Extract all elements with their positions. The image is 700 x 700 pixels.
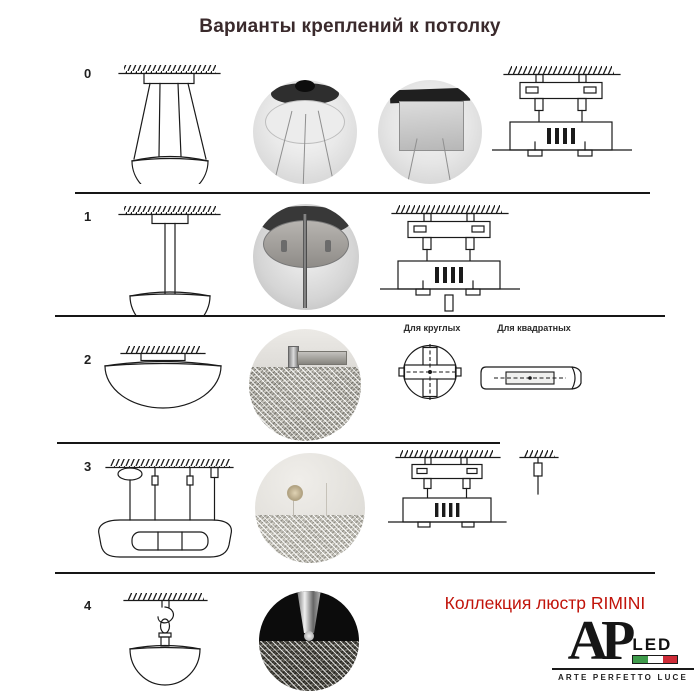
round-crossbar-top-view-drawing (398, 342, 462, 406)
crystal-texture (249, 367, 361, 441)
rod (303, 214, 307, 308)
row-3-number: 3 (84, 459, 92, 474)
photo-ceiling-anchors-crystals (255, 453, 365, 563)
logo-right-column (632, 636, 678, 664)
logo-tagline: ARTE PERFETTO LUCE (552, 668, 694, 682)
multi-cable-rectangular-drawing (80, 448, 245, 566)
cable (326, 483, 327, 516)
cable (293, 499, 294, 517)
collection-note: Коллекция люстр RIMINI (444, 593, 646, 613)
crystal-texture (255, 515, 365, 563)
row-4-number: 4 (84, 598, 92, 613)
bracket-mount-drawing (492, 66, 632, 186)
logo-top (552, 610, 694, 672)
photo-square-canopy-cables (378, 80, 482, 184)
rod-suspension-drawing (92, 203, 242, 315)
bracket-mount-rod-drawing (380, 205, 520, 319)
plate-slot (325, 240, 331, 252)
logo-led-text: LED (632, 635, 673, 654)
ceiling-area (255, 453, 365, 515)
label-for-square: Для квадратных (497, 323, 571, 333)
bracket-mount-and-anchor-drawing (388, 450, 563, 535)
row-2-number: 2 (84, 352, 92, 367)
cable-suspension-drawing (92, 62, 242, 184)
photo-chrome-canopy-rod (253, 204, 359, 310)
photo-hook-mount-crystals (259, 591, 359, 691)
row-0-number: 0 (84, 66, 92, 81)
row-divider (57, 442, 500, 444)
row-1-number: 1 (84, 209, 92, 224)
ceiling-anchor (287, 485, 303, 501)
row-divider (55, 315, 665, 317)
chrome-bracket (297, 351, 347, 365)
italian-flag-icon (632, 655, 678, 664)
crystal-texture (259, 641, 359, 691)
label-for-round: Для круглых (403, 323, 461, 333)
hook-suspension-drawing (92, 592, 237, 692)
mount-hub (295, 80, 315, 92)
plate-slot (281, 240, 287, 252)
logo-monogram: AP (567, 610, 629, 672)
square-crossbar-side-view-drawing (476, 358, 588, 400)
square-plate (399, 101, 464, 151)
photo-round-canopy-cables (253, 80, 357, 184)
photo-flush-crystal-mount (249, 329, 361, 441)
chrome-finial (304, 631, 314, 641)
brand-logo (552, 610, 694, 682)
row-divider (75, 192, 650, 194)
row-divider (55, 572, 655, 574)
flush-mount-drawing (95, 345, 225, 413)
page-title: Варианты креплений к потолку (199, 16, 501, 37)
chrome-cone (295, 591, 323, 633)
